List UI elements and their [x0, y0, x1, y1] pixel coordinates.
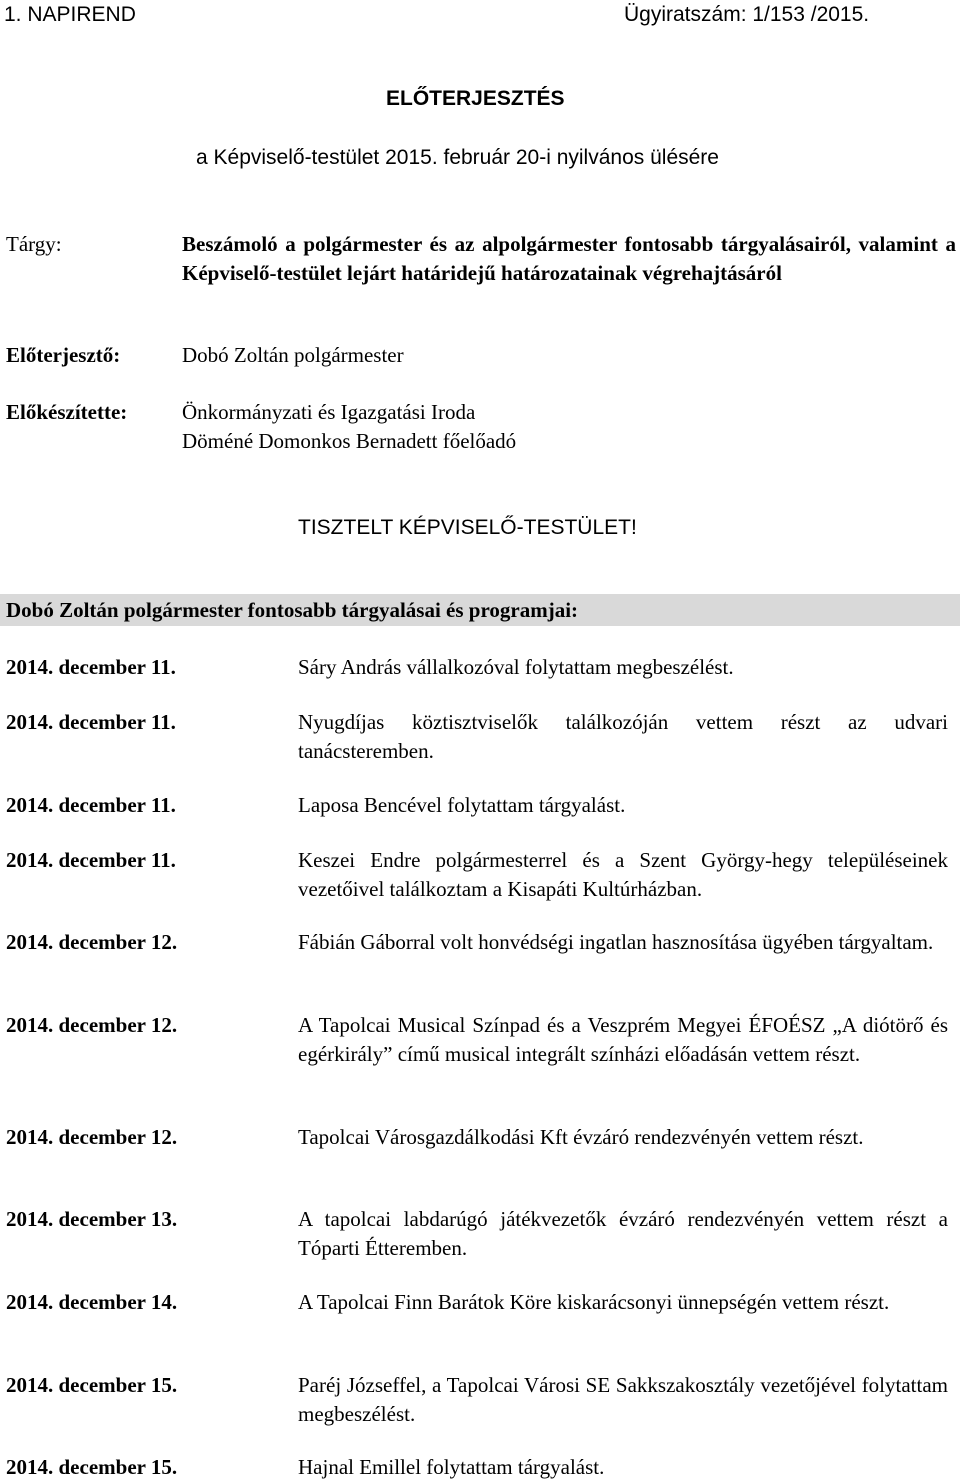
event-description: A Tapolcai Finn Barátok Köre kiskarácsonyi ünnepségén vettem részt.	[298, 1290, 890, 1314]
agenda-number: 1. NAPIREND	[4, 3, 136, 26]
event-date: 2014. december 11.	[6, 655, 176, 679]
prepared-by-office: Önkormányzati és Igazgatási Iroda	[182, 400, 476, 424]
event-description: Fábián Gáborral volt honvédségi ingatlan hasznosítása ügyében tárgyaltam.	[298, 930, 934, 954]
event-date: 2014. december 11.	[6, 793, 176, 817]
document-subtitle: a Képviselő-testület 2015. február 20-i nyilvános ülésére	[196, 146, 719, 169]
event-description: Laposa Bencével folytattam tárgyalást.	[298, 793, 626, 817]
presenter-label: Előterjesztő:	[6, 343, 121, 367]
event-date: 2014. december 13.	[6, 1207, 178, 1231]
event-date: 2014. december 15.	[6, 1455, 178, 1479]
event-date: 2014. december 14.	[6, 1290, 178, 1314]
prepared-by-label: Előkészítette:	[6, 400, 128, 424]
event-description: A Tapolcai Musical Színpad és a Veszprém Megyei ÉFOÉSZ „A diótörő és egérkirály” című musical integrált színházi előadásán vettem részt.	[298, 1013, 948, 1066]
presenter-value: Dobó Zoltán polgármester	[182, 343, 404, 367]
prepared-by-value	[182, 398, 956, 456]
subject-value: Beszámoló a polgármester és az alpolgármester fontosabb tárgyalásairól, valamint a Képviselő-testület lejárt határidejű határozatainak végrehajtásáról	[182, 232, 956, 285]
event-date: 2014. december 11.	[6, 848, 176, 872]
salutation: TISZTELT KÉPVISELŐ-TESTÜLET!	[298, 516, 637, 539]
event-date: 2014. december 12.	[6, 1013, 178, 1037]
file-number: Ügyiratszám: 1/153 /2015.	[624, 3, 870, 26]
section-header-bar	[0, 594, 960, 626]
event-description: Paréj Józseffel, a Tapolcai Városi SE Sakkszakosztály vezetőjével folytattam megbeszélést.	[298, 1373, 948, 1426]
event-date: 2014. december 15.	[6, 1373, 178, 1397]
prepared-by-person: Döméné Domonkos Bernadett főelőadó	[182, 429, 517, 453]
event-date: 2014. december 12.	[6, 930, 178, 954]
section-title: Dobó Zoltán polgármester fontosabb tárgyalásai és programjai:	[6, 598, 579, 622]
subject-label: Tárgy:	[6, 232, 62, 256]
event-description: A tapolcai labdarúgó játékvezetők évzáró rendezvényén vettem részt a Tóparti Étteremben.	[298, 1207, 948, 1260]
event-description: Nyugdíjas köztisztviselők találkozóján vettem részt az udvari tanácsteremben.	[298, 710, 948, 763]
document-title: ELŐTERJESZTÉS	[386, 87, 565, 110]
event-date: 2014. december 12.	[6, 1125, 178, 1149]
event-description: Sáry András vállalkozóval folytattam megbeszélést.	[298, 655, 734, 679]
event-description: Keszei Endre polgármesterrel és a Szent György-hegy településeinek vezetőivel találkoztam a Kisapáti Kultúrházban.	[298, 848, 948, 901]
event-description: Hajnal Emillel folytattam tárgyalást.	[298, 1455, 605, 1479]
event-description: Tapolcai Városgazdálkodási Kft évzáró rendezvényén vettem részt.	[298, 1125, 864, 1149]
event-date: 2014. december 11.	[6, 710, 176, 734]
